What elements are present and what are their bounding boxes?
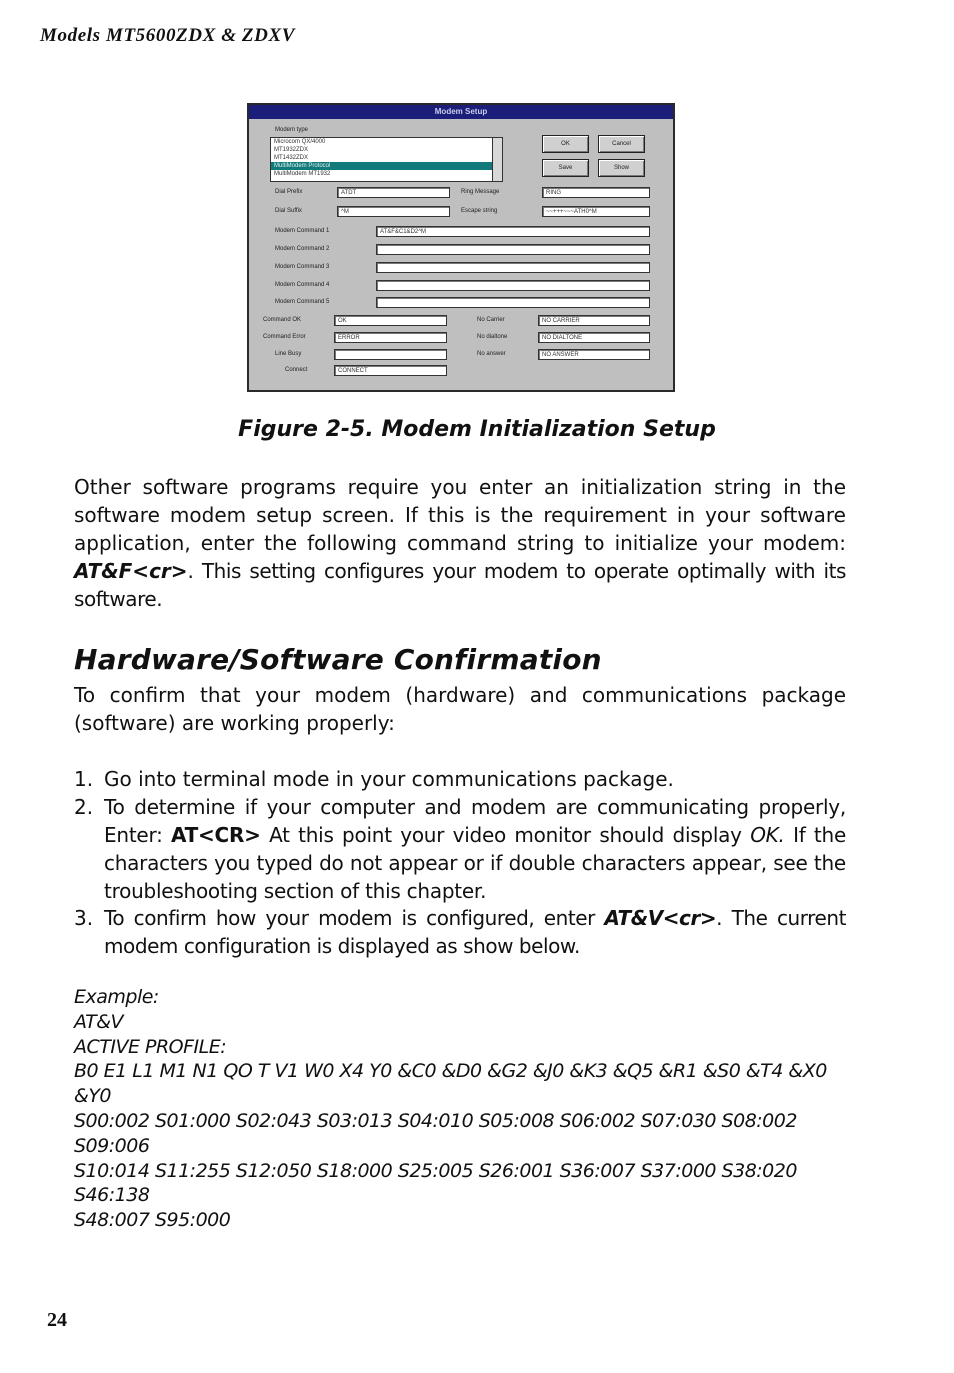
section-heading: Hardware/Software Confirmation (74, 643, 602, 676)
step-text: If the characters you typed do not appear or if double characters appear, see the troubleshooting section of this chapter. (104, 823, 846, 903)
ok-button: OK (542, 135, 589, 153)
list-item: MultiModem MT1932 (274, 171, 331, 177)
example-line: Example: (74, 986, 159, 1008)
step-text: At this point your video monitor should display (260, 823, 751, 847)
command-ok-label: Command OK (263, 317, 302, 323)
example-line: S48:007 S95:000 (74, 1209, 231, 1232)
list-item-step-2 (74, 793, 846, 905)
no-answer-field: NO ANSWER (538, 349, 650, 360)
line-busy-label: Line Busy (275, 351, 302, 357)
list-item: MT1432ZDX (274, 155, 309, 161)
atv-command: AT&V<cr> (604, 906, 717, 930)
dialog-title-bar: Modem Setup (249, 105, 673, 119)
example-line: S46:138 (74, 1184, 150, 1207)
paragraph-initialization (74, 473, 846, 613)
modem-command-4-label: Modem Command 4 (275, 282, 330, 288)
step-number: 1. (74, 767, 94, 791)
paragraph-text: Other software programs require you enter an initialization string in the software modem setup screen. If this is the requirement in your software application, enter the following command string to initialize your modem: (74, 475, 846, 555)
line-busy-field (334, 349, 447, 360)
dial-prefix-field: ATDT (337, 187, 450, 198)
step-text: To confirm how your modem is configured, enter (104, 906, 605, 930)
example-line: S09:006 (74, 1134, 150, 1157)
example-line: ACTIVE PROFILE: (74, 1035, 227, 1058)
example-line: S00:002 S01:000 S02:043 S03:013 S04:010 S05:008 S06:002 S07:030 S08:002 (74, 1109, 797, 1132)
connect-label: Connect (285, 367, 308, 373)
step-text: To determine if your computer and modem are communicating properly, Enter: (104, 795, 846, 847)
section-intro: To confirm that your modem (hardware) and communications package (software) are working properly: (74, 683, 846, 735)
command-ok-field: OK (334, 315, 447, 326)
modem-command-5-field (376, 297, 650, 308)
running-header: Models MT5600ZDX & ZDXV (40, 25, 296, 46)
no-carrier-label: No Carrier (477, 317, 505, 323)
page-number: 24 (47, 1309, 67, 1331)
no-answer-label: No answer (477, 351, 506, 357)
list-item: MT1932ZDX (274, 147, 309, 153)
example-line: AT&V (74, 1010, 124, 1033)
step-number: 3. (74, 906, 94, 930)
list-scrollbar (492, 138, 502, 181)
paragraph-tail: . This setting configures your modem to operate optimally with its software. (74, 559, 846, 611)
modem-command-1-label: Modem Command 1 (275, 228, 330, 234)
ring-message-label: Ring Message (461, 189, 500, 195)
connect-field: CONNECT (334, 365, 447, 376)
dial-suffix-field: ^M (337, 206, 450, 217)
modem-command-3-field (376, 262, 650, 273)
modem-command-4-field (376, 280, 650, 291)
modem-command-5-label: Modem Command 5 (275, 299, 330, 305)
list-item-step-3 (74, 904, 846, 960)
no-dialtone-label: No dialtone (477, 334, 508, 340)
cancel-button: Cancel (598, 135, 645, 153)
list-item-step-1 (74, 765, 846, 793)
ok-response: OK. (750, 823, 785, 847)
ring-message-field: RING (542, 187, 650, 198)
example-line: S10:014 S11:255 S12:050 S18:000 S25:005 S26:001 S36:007 S37:000 S38:020 (74, 1159, 797, 1182)
modem-type-list (270, 137, 503, 182)
dial-suffix-label: Dial Suffix (275, 208, 302, 214)
escape-string-label: Escape string (461, 208, 498, 214)
list-item: Microcom QX/4000 (274, 139, 326, 145)
modem-type-label: Modem type (275, 127, 309, 133)
step-number: 2. (74, 795, 94, 819)
no-carrier-field: NO CARRIER (538, 315, 650, 326)
modem-command-2-label: Modem Command 2 (275, 246, 330, 252)
no-dialtone-field: NO DIALTONE (538, 332, 650, 343)
modem-setup-screenshot (247, 103, 675, 392)
modem-command-3-label: Modem Command 3 (275, 264, 330, 270)
at-command: AT<CR> (170, 823, 261, 847)
example-block (74, 985, 846, 1233)
save-button: Save (542, 159, 589, 177)
init-command: AT&F<cr> (74, 559, 188, 583)
command-error-field: ERROR (334, 332, 447, 343)
show-button: Show (598, 159, 645, 177)
figure-caption: Figure 2-5. Modem Initialization Setup (238, 417, 716, 442)
list-item-selected: MultiModem Protocol (271, 162, 502, 170)
dial-prefix-label: Dial Prefix (275, 189, 303, 195)
modem-command-2-field (376, 244, 650, 255)
example-line: &Y0 (74, 1085, 112, 1108)
escape-string-field: ~~+++~~~ATH0^M (542, 206, 650, 217)
example-line: B0 E1 L1 M1 N1 QO T V1 W0 X4 Y0 &C0 &D0 &G2 &J0 &K3 &Q5 &R1 &S0 &T4 &X0 (74, 1060, 827, 1083)
step-text: Go into terminal mode in your communications package. (104, 767, 674, 791)
command-error-label: Command Error (263, 334, 306, 340)
modem-command-1-field: AT&F&C1&D2^M (376, 226, 650, 237)
step-text: . The current modem configuration is displayed as show below. (104, 906, 846, 958)
